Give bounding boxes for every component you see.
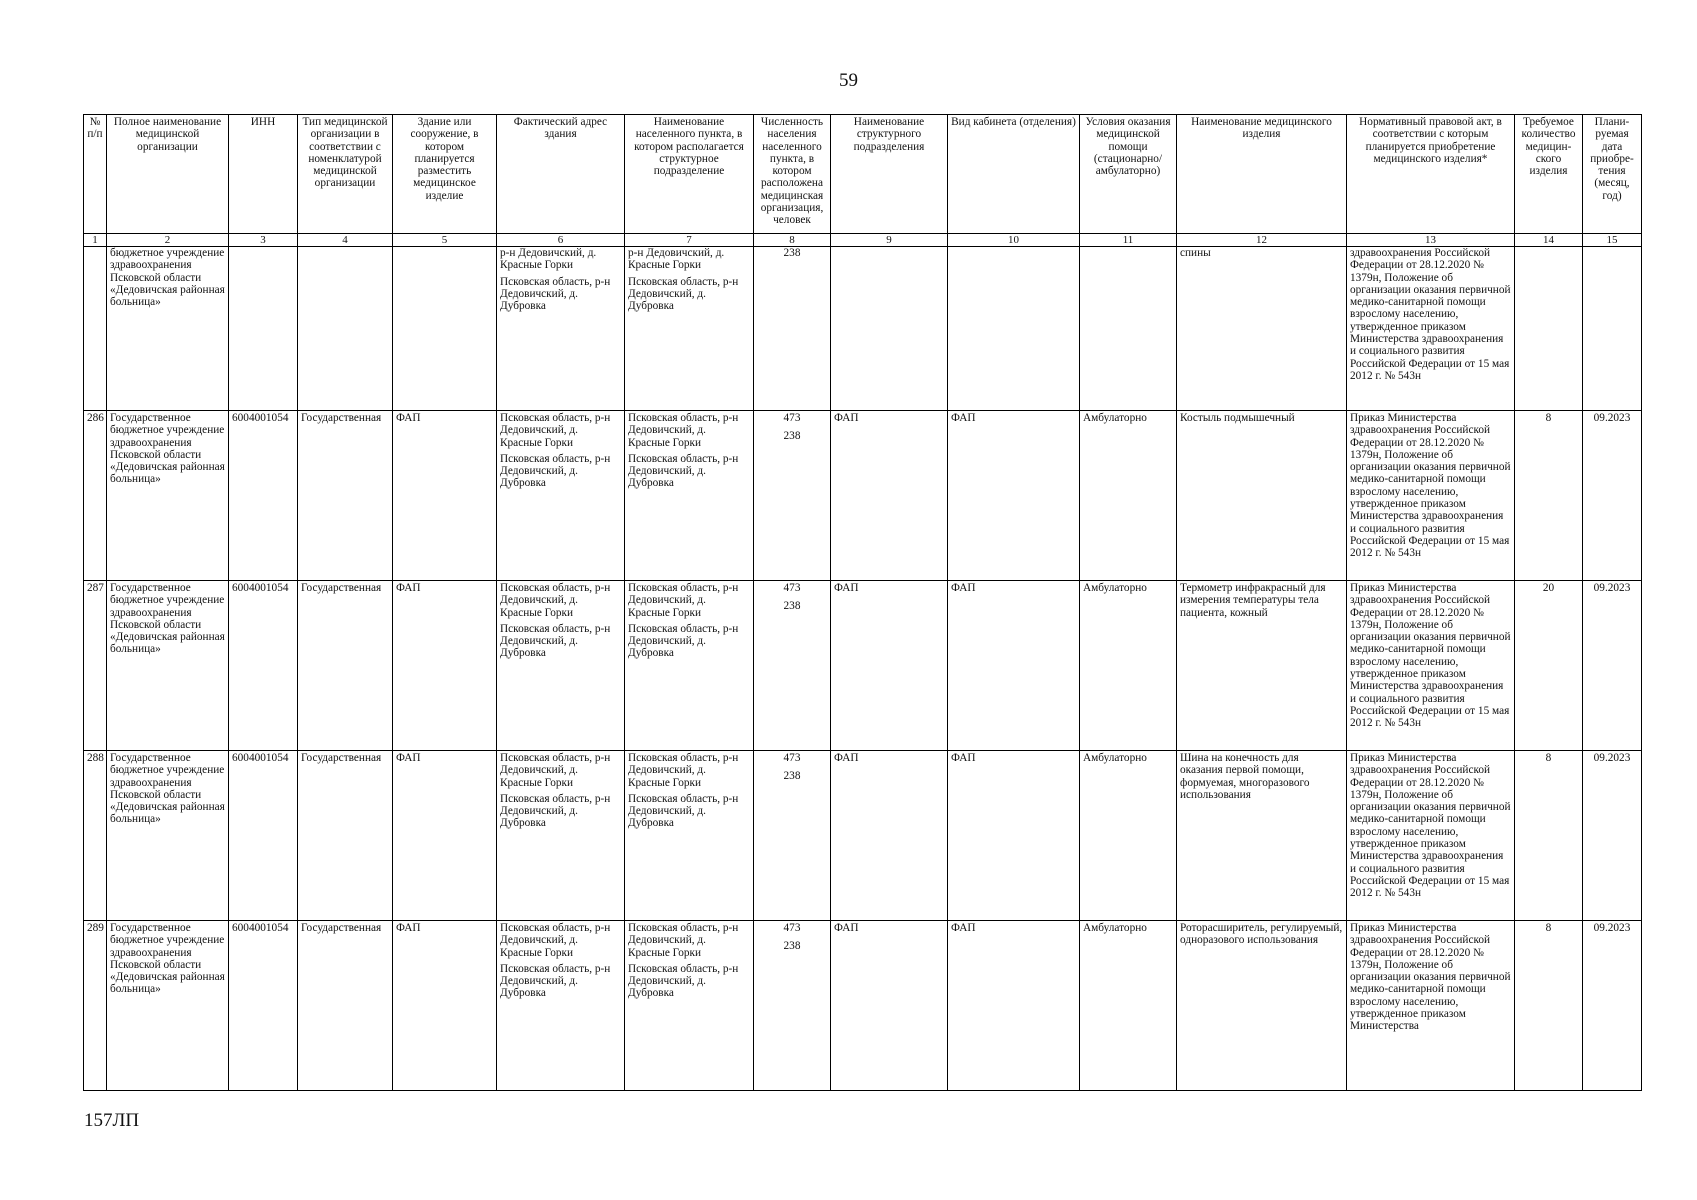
- conditions-cell: Амбулаторно: [1080, 921, 1177, 1091]
- legal-act-cell: здравоохранения Российской Федерации от 28.12.2020 № 1379н, Положение об организации оказания первичной медико-санитарной помощи взрослому населению, утвержденное приказом Министерства здравоохранения и социального развития Российской Федерации от 15 мая 2012 г. № 543н: [1347, 247, 1515, 411]
- population-value: 238: [783, 770, 801, 783]
- type-cell: Государственная: [298, 411, 393, 581]
- header-cell: Здание или сооружение, в котором планируется разместить медицинское изделие: [393, 115, 497, 234]
- locality-cell: [625, 581, 754, 751]
- conditions-cell: Амбулаторно: [1080, 411, 1177, 581]
- header-cell: Тип медицинской организации в соответствии с номенклатурой медицинской организации: [298, 115, 393, 234]
- inn-cell: 6004001054: [229, 411, 298, 581]
- address-cell: [497, 751, 625, 921]
- type-cell: [298, 247, 393, 411]
- unit-cell: ФАП: [831, 751, 948, 921]
- locality-cell: [625, 411, 754, 581]
- inn-cell: 6004001054: [229, 751, 298, 921]
- population-value: 473: [783, 752, 801, 764]
- column-number: 3: [229, 234, 298, 247]
- locality-line: р-н Дедовичский, д. Красные Горки: [628, 247, 725, 272]
- quantity-cell: 8: [1515, 411, 1583, 581]
- address-line: Псковская область, р-н Дедовичский, д. Дубровка: [500, 962, 611, 1000]
- address-line: р-н Дедовичский, д. Красные Горки: [500, 247, 597, 272]
- row-number-cell: 288: [84, 751, 107, 921]
- column-number: 7: [625, 234, 754, 247]
- header-cell: Вид кабинета (отделения): [948, 115, 1080, 234]
- org-cell: Государственное бюджетное учреждение здравоохранения Псковской области «Дедовичская районная больница»: [107, 921, 229, 1091]
- population-value: 238: [783, 247, 801, 259]
- population-value: 238: [783, 940, 801, 953]
- row-number-cell: [84, 247, 107, 411]
- locality-line: Псковская область, р-н Дедовичский, д. Дубровка: [628, 275, 739, 313]
- device-cell: Шина на конечность для оказания первой помощи, формуемая, многоразового использования: [1177, 751, 1347, 921]
- equipment-table: [83, 114, 1642, 1091]
- column-number: 4: [298, 234, 393, 247]
- column-number: 14: [1515, 234, 1583, 247]
- column-number: 1: [84, 234, 107, 247]
- cabinet-cell: ФАП: [948, 751, 1080, 921]
- address-cell: [497, 247, 625, 411]
- address-cell: [497, 921, 625, 1091]
- table-row: [84, 751, 1642, 921]
- population-cell: [754, 581, 831, 751]
- conditions-cell: Амбулаторно: [1080, 751, 1177, 921]
- column-number: 5: [393, 234, 497, 247]
- type-cell: Государственная: [298, 921, 393, 1091]
- address-line: Псковская область, р-н Дедовичский, д. Дубровка: [500, 792, 611, 830]
- population-value: 238: [783, 430, 801, 443]
- building-cell: ФАП: [393, 411, 497, 581]
- locality-line: Псковская область, р-н Дедовичский, д. Красные Горки: [628, 412, 739, 449]
- address-line: Псковская область, р-н Дедовичский, д. Дубровка: [500, 275, 611, 313]
- column-number: 10: [948, 234, 1080, 247]
- column-number: 12: [1177, 234, 1347, 247]
- inn-cell: [229, 247, 298, 411]
- conditions-cell: Амбулаторно: [1080, 581, 1177, 751]
- org-cell: Государственное бюджетное учреждение здравоохранения Псковской области «Дедовичская районная больница»: [107, 411, 229, 581]
- row-number-cell: 287: [84, 581, 107, 751]
- header-cell: Наименование структурного подразделения: [831, 115, 948, 234]
- row-number-cell: 286: [84, 411, 107, 581]
- header-cell: Требуемое количество медицин-ского изделия: [1515, 115, 1583, 234]
- date-cell: 09.2023: [1583, 411, 1642, 581]
- header-cell: Нормативный правовой акт, в соответствии с которым планируется приобретение медицинского изделия*: [1347, 115, 1515, 234]
- type-cell: Государственная: [298, 581, 393, 751]
- column-number: 15: [1583, 234, 1642, 247]
- date-cell: 09.2023: [1583, 581, 1642, 751]
- address-line: Псковская область, р-н Дедовичский, д. Красные Горки: [500, 582, 611, 619]
- table-row: [84, 581, 1642, 751]
- header-row: [84, 115, 1642, 234]
- population-value: 473: [783, 582, 801, 594]
- cabinet-cell: [948, 247, 1080, 411]
- page-number: 59: [839, 70, 858, 91]
- table-row: [84, 921, 1642, 1091]
- row-number-cell: 289: [84, 921, 107, 1091]
- building-cell: ФАП: [393, 921, 497, 1091]
- address-cell: [497, 581, 625, 751]
- header-cell: Численность населения населенного пункта, в котором расположена медицинская организация, человек: [754, 115, 831, 234]
- locality-line: Псковская область, р-н Дедовичский, д. Дубровка: [628, 792, 739, 830]
- header-cell: Плани-руемая дата приобре-тения (месяц, год): [1583, 115, 1642, 234]
- device-cell: Костыль подмышечный: [1177, 411, 1347, 581]
- population-value: 238: [783, 600, 801, 613]
- building-cell: ФАП: [393, 581, 497, 751]
- date-cell: 09.2023: [1583, 751, 1642, 921]
- quantity-cell: 8: [1515, 751, 1583, 921]
- inn-cell: 6004001054: [229, 581, 298, 751]
- column-number: 6: [497, 234, 625, 247]
- population-value: 473: [783, 412, 801, 424]
- column-number: 11: [1080, 234, 1177, 247]
- population-cell: [754, 751, 831, 921]
- column-number-row: [84, 234, 1642, 247]
- document-code: 157ЛП: [84, 1110, 140, 1131]
- table-row: [84, 411, 1642, 581]
- column-number: 8: [754, 234, 831, 247]
- cabinet-cell: ФАП: [948, 921, 1080, 1091]
- org-cell: бюджетное учреждение здравоохранения Псковской области «Дедовичская районная больница»: [107, 247, 229, 411]
- cabinet-cell: ФАП: [948, 411, 1080, 581]
- legal-act-cell: Приказ Министерства здравоохранения Российской Федерации от 28.12.2020 № 1379н, Положение об организации оказания первичной медико-санитарной помощи взрослому населению, утвержденное приказом Министерства: [1347, 921, 1515, 1091]
- locality-cell: [625, 247, 754, 411]
- legal-act-cell: Приказ Министерства здравоохранения Российской Федерации от 28.12.2020 № 1379н, Положение об организации оказания первичной медико-санитарной помощи взрослому населению, утвержденное приказом Министерства здравоохранения и социального развития Российской Федерации от 15 мая 2012 г. № 543н: [1347, 581, 1515, 751]
- quantity-cell: [1515, 247, 1583, 411]
- address-line: Псковская область, р-н Дедовичский, д. Красные Горки: [500, 752, 611, 789]
- population-cell: [754, 411, 831, 581]
- inn-cell: 6004001054: [229, 921, 298, 1091]
- population-cell: [754, 247, 831, 411]
- locality-cell: [625, 921, 754, 1091]
- building-cell: [393, 247, 497, 411]
- locality-line: Псковская область, р-н Дедовичский, д. Красные Горки: [628, 752, 739, 789]
- column-number: 13: [1347, 234, 1515, 247]
- org-cell: Государственное бюджетное учреждение здравоохранения Псковской области «Дедовичская районная больница»: [107, 751, 229, 921]
- header-cell: № п/п: [84, 115, 107, 234]
- cabinet-cell: ФАП: [948, 581, 1080, 751]
- address-line: Псковская область, р-н Дедовичский, д. Красные Горки: [500, 412, 611, 449]
- date-cell: [1583, 247, 1642, 411]
- population-cell: [754, 921, 831, 1091]
- device-cell: Роторасширитель, регулируемый, одноразового использования: [1177, 921, 1347, 1091]
- device-cell: Термометр инфракрасный для измерения температуры тела пациента, кожный: [1177, 581, 1347, 751]
- org-cell: Государственное бюджетное учреждение здравоохранения Псковской области «Дедовичская районная больница»: [107, 581, 229, 751]
- header-cell: Наименование медицинского изделия: [1177, 115, 1347, 234]
- unit-cell: [831, 247, 948, 411]
- header-cell: Фактический адрес здания: [497, 115, 625, 234]
- header-cell: ИНН: [229, 115, 298, 234]
- unit-cell: ФАП: [831, 921, 948, 1091]
- device-cell: спины: [1177, 247, 1347, 411]
- locality-cell: [625, 751, 754, 921]
- header-cell: Условия оказания медицинской помощи (стационарно/ амбулаторно): [1080, 115, 1177, 234]
- locality-line: Псковская область, р-н Дедовичский, д. Дубровка: [628, 622, 739, 660]
- legal-act-cell: Приказ Министерства здравоохранения Российской Федерации от 28.12.2020 № 1379н, Положение об организации оказания первичной медико-санитарной помощи взрослому населению, утвержденное приказом Министерства здравоохранения и социального развития Российской Федерации от 15 мая 2012 г. № 543н: [1347, 751, 1515, 921]
- column-number: 9: [831, 234, 948, 247]
- unit-cell: ФАП: [831, 411, 948, 581]
- table-row-continuation: [84, 247, 1642, 411]
- conditions-cell: [1080, 247, 1177, 411]
- building-cell: ФАП: [393, 751, 497, 921]
- quantity-cell: 8: [1515, 921, 1583, 1091]
- locality-line: Псковская область, р-н Дедовичский, д. Красные Горки: [628, 922, 739, 959]
- locality-line: Псковская область, р-н Дедовичский, д. Дубровка: [628, 452, 739, 490]
- locality-line: Псковская область, р-н Дедовичский, д. Красные Горки: [628, 582, 739, 619]
- address-line: Псковская область, р-н Дедовичский, д. Красные Горки: [500, 922, 611, 959]
- header-cell: Наименование населенного пункта, в котором располагается структурное подразделение: [625, 115, 754, 234]
- legal-act-cell: Приказ Министерства здравоохранения Российской Федерации от 28.12.2020 № 1379н, Положение об организации оказания первичной медико-санитарной помощи взрослому населению, утвержденное приказом Министерства здравоохранения и социального развития Российской Федерации от 15 мая 2012 г. № 543н: [1347, 411, 1515, 581]
- locality-line: Псковская область, р-н Дедовичский, д. Дубровка: [628, 962, 739, 1000]
- date-cell: 09.2023: [1583, 921, 1642, 1091]
- type-cell: Государственная: [298, 751, 393, 921]
- address-cell: [497, 411, 625, 581]
- column-number: 2: [107, 234, 229, 247]
- address-line: Псковская область, р-н Дедовичский, д. Дубровка: [500, 452, 611, 490]
- population-value: 473: [783, 922, 801, 934]
- header-cell: Полное наименование медицинской организации: [107, 115, 229, 234]
- address-line: Псковская область, р-н Дедовичский, д. Дубровка: [500, 622, 611, 660]
- unit-cell: ФАП: [831, 581, 948, 751]
- quantity-cell: 20: [1515, 581, 1583, 751]
